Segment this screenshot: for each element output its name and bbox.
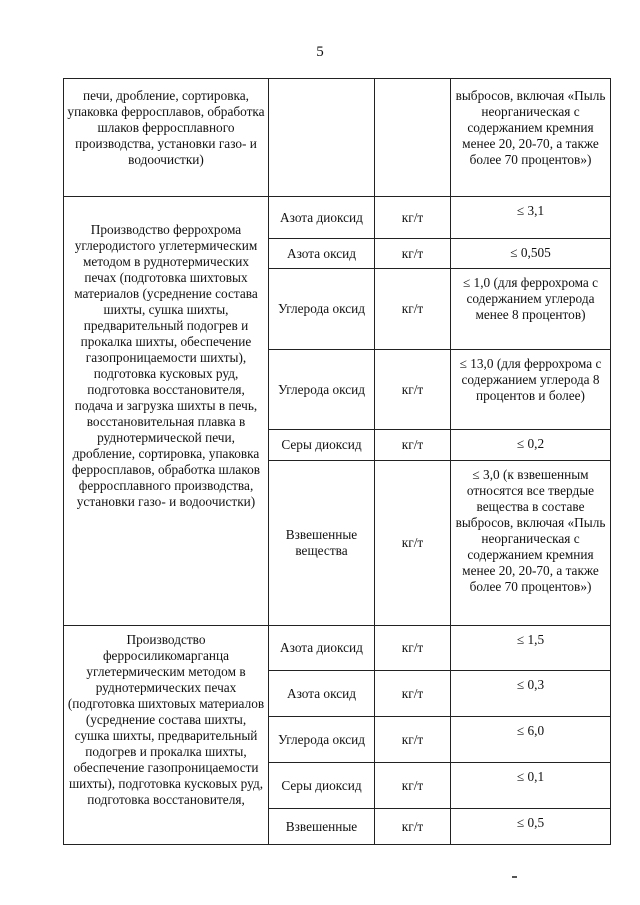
emission-norms-table — [63, 78, 611, 845]
scan-artifact — [512, 876, 517, 878]
unit: кг/т — [375, 717, 451, 763]
emission-norm: ≤ 3,0 (к взвешенным относятся все твердые вещества в составе выбросов, включая «Пыль неорганическая с содержанием кремния менее 20, 20-70, а также более 70 процентов») — [451, 461, 611, 626]
substance-name: Углерода оксид — [269, 717, 375, 763]
unit: кг/т — [375, 763, 451, 809]
process-description: печи, дробление, сортировка, упаковка ферросплавов, обработка шлаков ферросплавного производства, установки газо- и водоочистки) — [64, 79, 269, 197]
unit: кг/т — [375, 239, 451, 269]
substance-name: Углерода оксид — [269, 350, 375, 430]
emission-norm: ≤ 0,505 — [451, 239, 611, 269]
emission-norm: ≤ 0,1 — [451, 763, 611, 809]
emission-norm: ≤ 1,5 — [451, 626, 611, 671]
table-row — [64, 197, 611, 239]
emission-norm: ≤ 6,0 — [451, 717, 611, 763]
table-row — [64, 626, 611, 671]
substance-name: Азота оксид — [269, 671, 375, 717]
unit: кг/т — [375, 350, 451, 430]
substance-name — [269, 79, 375, 197]
unit: кг/т — [375, 269, 451, 350]
substance-name: Серы диоксид — [269, 430, 375, 461]
substance-name: Углерода оксид — [269, 269, 375, 350]
emission-norm: ≤ 3,1 — [451, 197, 611, 239]
table-row — [64, 79, 611, 197]
emission-norm: ≤ 13,0 (для феррохрома с содержанием углерода 8 процентов и более) — [451, 350, 611, 430]
emission-norm: ≤ 0,3 — [451, 671, 611, 717]
emission-norm: ≤ 1,0 (для феррохрома с содержанием углерода менее 8 процентов) — [451, 269, 611, 350]
emission-norm: ≤ 0,2 — [451, 430, 611, 461]
page-number: 5 — [316, 44, 324, 60]
emission-norm: выбросов, включая «Пыль неорганическая с содержанием кремния менее 20, 20-70, а также более 70 процентов») — [451, 79, 611, 197]
substance-name: Взвешенные вещества — [269, 461, 375, 626]
unit: кг/т — [375, 809, 451, 845]
substance-name: Серы диоксид — [269, 763, 375, 809]
unit: кг/т — [375, 430, 451, 461]
process-description: Производство феррохрома углеродистого углетермическим методом в руднотермических печах (подготовка шихтовых материалов (усреднение состава шихты, сушка шихты, предварительный подогрев и прокалка шихты, обеспечение газопроницаемости шихты), подготовка кусковых руд, подготовка восстановителя, подача и загрузка шихты в печь, восстановительная плавка в руднотермической печи, дробление, сортировка, упаковка ферросплавов, обработка шлаков ферросплавного производства, установки газо- и водоочистки) — [64, 197, 269, 626]
substance-name: Азота диоксид — [269, 626, 375, 671]
substance-name: Взвешенные — [269, 809, 375, 845]
unit: кг/т — [375, 197, 451, 239]
unit: кг/т — [375, 671, 451, 717]
unit: кг/т — [375, 626, 451, 671]
substance-name: Азота оксид — [269, 239, 375, 269]
emission-norm: ≤ 0,5 — [451, 809, 611, 845]
unit: кг/т — [375, 461, 451, 626]
process-description: Производство ферросиликомарганца углетермическим методом в руднотермических печах (подготовка шихтовых материалов (усреднение состава шихты, сушка шихты, предварительный подогрев и прокалка шихты, обеспечение газопроницаемости шихты), подготовка кусковых руд, подготовка восстановителя, — [64, 626, 269, 845]
substance-name: Азота диоксид — [269, 197, 375, 239]
unit — [375, 79, 451, 197]
